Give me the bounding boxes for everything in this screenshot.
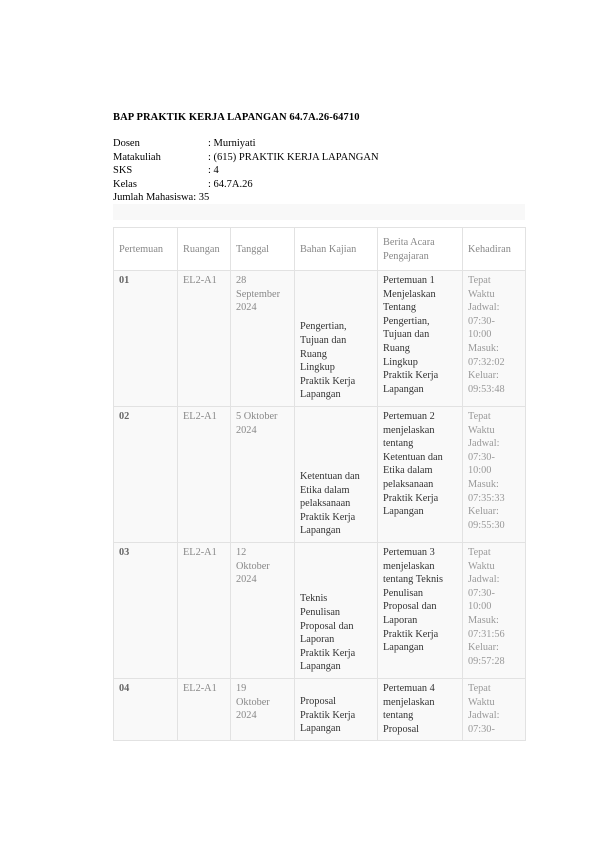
- cell-line: 07:30-: [468, 723, 495, 735]
- cell-line: Masuk:: [468, 342, 499, 354]
- cell-line: September: [236, 288, 281, 300]
- cell-line: 2024: [236, 302, 257, 314]
- cell-line: 19: [236, 683, 247, 694]
- cell-line: Pertemuan 4: [383, 683, 435, 694]
- cell-line: Waktu: [468, 288, 495, 300]
- meta-jumlah-mahasiswa: [113, 191, 379, 205]
- cell-berita-acara: [378, 679, 463, 741]
- cell-line: Laporan: [383, 614, 418, 626]
- cell-line: Praktik Kerja: [383, 628, 439, 640]
- table-header-row: [114, 228, 526, 271]
- cell-line: menjelaskan: [383, 424, 435, 436]
- cell-kehadiran: [463, 679, 526, 741]
- cell-line: Masuk:: [468, 478, 499, 490]
- cell-line: Pertemuan 1: [383, 275, 435, 286]
- cell-line: 07:32:02: [468, 356, 505, 368]
- cell-line: Oktober: [236, 560, 270, 572]
- cell-line: tentang: [383, 438, 414, 450]
- meta-kelas: [113, 178, 379, 192]
- meta-label: Kelas: [113, 178, 137, 190]
- meta-label: Jumlah Mahasiswa: [113, 192, 194, 203]
- cell-line: Penulisan: [383, 587, 424, 599]
- cell-line: Pertemuan 2: [383, 411, 435, 422]
- header-pertemuan: Pertemuan: [114, 228, 178, 271]
- cell-line: Pertemuan 3: [383, 547, 435, 558]
- cell-line: Lapangan: [300, 723, 341, 735]
- cell-line: 10:00: [468, 601, 492, 613]
- cell-line: Lapangan: [300, 525, 341, 537]
- document-meta: [113, 137, 379, 205]
- cell-line: Praktik Kerja: [300, 511, 356, 523]
- cell-line: Ketentuan dan: [300, 471, 360, 483]
- header-kehadiran: Kehadiran: [463, 228, 526, 271]
- cell-line: 07:30-: [468, 587, 495, 599]
- cell-line: Jadwal:: [468, 710, 500, 722]
- cell-line: tentang Teknis: [383, 574, 444, 586]
- cell-tanggal: [231, 679, 295, 741]
- meta-value: : 64.7A.26: [208, 178, 253, 190]
- meta-value: : 4: [208, 165, 219, 176]
- cell-ruangan: EL2-A1: [178, 543, 231, 679]
- cell-line: Keluar:: [468, 642, 499, 654]
- cell-line: 2024: [236, 424, 257, 436]
- cell-bahan-kajian: [295, 407, 378, 543]
- meta-label: Matakuliah: [113, 151, 161, 163]
- cell-line: Tepat: [468, 547, 491, 558]
- cell-line: 07:31:56: [468, 628, 505, 640]
- cell-line: 2024: [236, 574, 257, 586]
- cell-line: Proposal: [300, 696, 337, 708]
- cell-line: Lapangan: [300, 661, 341, 673]
- cell-line: Lingkup: [300, 362, 335, 374]
- cell-line: Pengertian,: [300, 321, 347, 333]
- cell-line: Laporan: [300, 634, 335, 646]
- cell-line: Keluar:: [468, 506, 499, 518]
- cell-line: Tepat: [468, 275, 491, 286]
- cell-line: Proposal dan: [383, 601, 437, 613]
- cell-line: Lapangan: [383, 506, 424, 518]
- cell-line: Tentang: [383, 302, 417, 314]
- cell-berita-acara: [378, 407, 463, 543]
- cell-tanggal: [231, 271, 295, 407]
- cell-berita-acara: [378, 271, 463, 407]
- cell-line: 07:30-: [468, 451, 495, 463]
- cell-line: Jadwal:: [468, 302, 500, 314]
- cell-pertemuan: 04: [114, 679, 178, 741]
- cell-pertemuan: 03: [114, 543, 178, 679]
- cell-line: Keluar:: [468, 370, 499, 382]
- cell-line: Ruang: [300, 348, 327, 360]
- cell-line: Tujuan dan: [300, 335, 347, 347]
- cell-line: pelaksanaan: [383, 478, 434, 490]
- header-bahan-kajian: Bahan Kajian: [295, 228, 378, 271]
- cell-line: Praktik Kerja: [300, 375, 356, 387]
- cell-line: tentang: [383, 710, 414, 722]
- document-title: BAP PRAKTIK KERJA LAPANGAN 64.7A.26-64710: [113, 112, 360, 123]
- cell-line: 2024: [236, 710, 257, 722]
- cell-line: Menjelaskan: [383, 288, 436, 300]
- cell-line: Jadwal:: [468, 574, 500, 586]
- header-tanggal: Tanggal: [231, 228, 295, 271]
- meta-matakuliah: [113, 151, 379, 165]
- cell-ruangan: EL2-A1: [178, 407, 231, 543]
- header-berita-acara: [378, 228, 463, 271]
- cell-line: Proposal: [383, 723, 420, 735]
- cell-line: Lapangan: [383, 642, 424, 654]
- table-row: [114, 271, 526, 407]
- cell-berita-acara: [378, 543, 463, 679]
- cell-line: pelaksanaan: [300, 498, 351, 510]
- header-band: [113, 204, 525, 220]
- meta-value: : Murniyati: [208, 138, 256, 149]
- cell-line: 07:30-: [468, 315, 495, 327]
- table-row: [114, 679, 526, 741]
- cell-line: Masuk:: [468, 614, 499, 626]
- meta-label: Dosen: [113, 138, 140, 149]
- cell-line: Waktu: [468, 696, 495, 708]
- cell-line: Teknis: [300, 593, 328, 605]
- header-line: Berita Acara: [383, 237, 435, 249]
- cell-line: 10:00: [468, 329, 492, 341]
- meta-label: SKS: [113, 165, 133, 176]
- cell-line: 09:57:28: [468, 655, 505, 667]
- cell-line: Pengertian,: [383, 315, 430, 327]
- cell-ruangan: EL2-A1: [178, 679, 231, 741]
- cell-line: Waktu: [468, 560, 495, 572]
- cell-kehadiran: [463, 271, 526, 407]
- cell-pertemuan: 01: [114, 271, 178, 407]
- cell-line: Etika dalam: [383, 465, 433, 477]
- meta-dosen: [113, 137, 379, 151]
- table-row: [114, 543, 526, 679]
- cell-line: Praktik Kerja: [300, 709, 356, 721]
- meta-sks: [113, 164, 379, 178]
- header-ruangan: Ruangan: [178, 228, 231, 271]
- cell-line: Tujuan dan: [383, 329, 430, 341]
- cell-line: Penulisan: [300, 607, 341, 619]
- cell-line: Lapangan: [383, 383, 424, 395]
- cell-pertemuan: 02: [114, 407, 178, 543]
- cell-bahan-kajian: [295, 679, 378, 741]
- cell-bahan-kajian: [295, 543, 378, 679]
- cell-line: 12: [236, 547, 247, 558]
- cell-kehadiran: [463, 543, 526, 679]
- cell-tanggal: [231, 543, 295, 679]
- cell-line: Oktober: [236, 696, 270, 708]
- meta-value: : 35: [193, 192, 210, 203]
- cell-line: Ketentuan dan: [383, 451, 443, 463]
- cell-line: 10:00: [468, 465, 492, 477]
- cell-line: 07:35:33: [468, 492, 505, 504]
- cell-line: Praktik Kerja: [383, 492, 439, 504]
- table-row: [114, 407, 526, 543]
- cell-line: Ruang: [383, 342, 410, 354]
- cell-line: Proposal dan: [300, 620, 354, 632]
- cell-line: Lingkup: [383, 356, 418, 368]
- cell-line: Praktik Kerja: [300, 647, 356, 659]
- cell-line: Waktu: [468, 424, 495, 436]
- header-line: Pengajaran: [383, 251, 429, 262]
- cell-line: Tepat: [468, 411, 491, 422]
- cell-line: menjelaskan: [383, 560, 435, 572]
- cell-bahan-kajian: [295, 271, 378, 407]
- cell-line: Jadwal:: [468, 438, 500, 450]
- cell-ruangan: EL2-A1: [178, 271, 231, 407]
- cell-line: 28: [236, 275, 247, 286]
- bap-table: [113, 227, 526, 741]
- cell-line: menjelaskan: [383, 696, 435, 708]
- cell-line: 09:53:48: [468, 383, 505, 395]
- cell-line: 5 Oktober: [236, 411, 278, 422]
- cell-tanggal: [231, 407, 295, 543]
- cell-line: Lapangan: [300, 389, 341, 401]
- cell-line: 09:55:30: [468, 519, 505, 531]
- meta-value: : (615) PRAKTIK KERJA LAPANGAN: [208, 151, 379, 163]
- cell-line: Praktik Kerja: [383, 370, 439, 382]
- cell-line: Etika dalam: [300, 484, 350, 496]
- cell-kehadiran: [463, 407, 526, 543]
- cell-line: Tepat: [468, 683, 491, 694]
